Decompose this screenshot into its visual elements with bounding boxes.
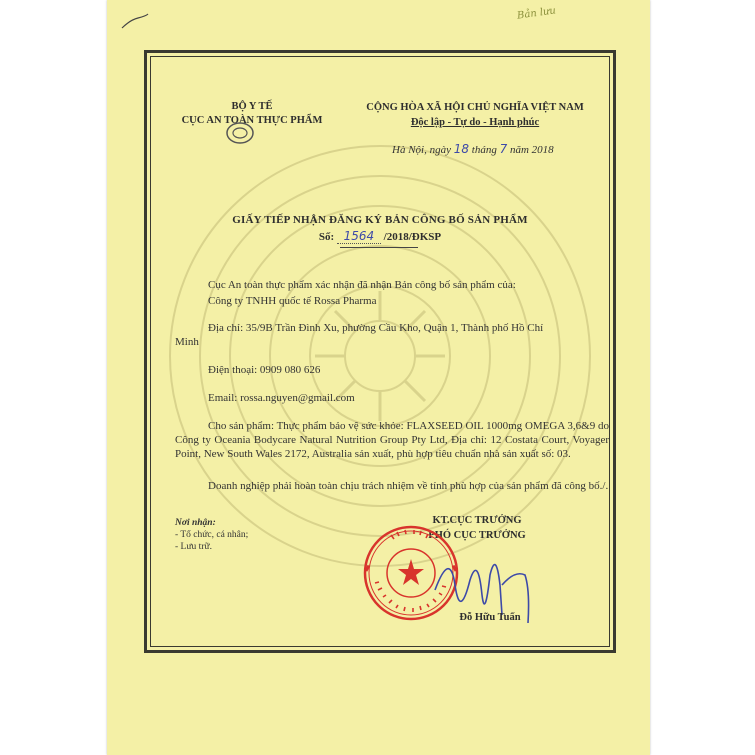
signatory-line2: PHÓ CỤC TRƯỞNG: [428, 530, 526, 541]
recipient-item: - Lưu trữ.: [175, 542, 212, 552]
national-motto: Độc lập - Tự do - Hạnh phúc: [410, 117, 540, 128]
recipients-label: Nơi nhận:: [175, 518, 216, 528]
handwritten-note: Bản lưu: [516, 5, 557, 22]
date-year: năm 2018: [509, 144, 554, 156]
intro-text: Cục An toàn thực phẩm xác nhận đã nhận Bản công bố sản phẩm của:: [208, 279, 516, 291]
issue-date: [392, 142, 612, 156]
number-label: Số:: [318, 231, 335, 243]
document-title: GIẤY TIẾP NHẬN ĐĂNG KÝ BẢN CÔNG BỐ SẢN PHẨM: [232, 214, 528, 226]
agency-name: CỤC AN TOÀN THỰC PHẨM: [181, 115, 323, 126]
responsibility-statement: [175, 479, 609, 493]
number-handwritten: 1564: [337, 229, 381, 244]
agency-parent: BỘ Y TẾ: [231, 101, 273, 112]
company-name: Công ty TNHH quốc tế Rossa Pharma: [208, 295, 377, 307]
number-underline: [340, 247, 418, 248]
company-phone: Điện thoại: 0909 080 626: [208, 364, 321, 376]
national-header: [350, 100, 600, 130]
product-text: Cho sản phẩm: Thực phẩm bảo vệ sức khỏe: FLAXSEED OIL 1000mg OMEGA 3,6&9 do Công ty Oceania Bodycare Natural Nutrition Group Pty Ltd, Địa chỉ: 12 Costata Court, Voyager Point, New South Wales 2172, Australia sản xuất, phù hợp tiêu chuẩn nhà sản xuất số: 03.: [175, 420, 609, 460]
number-suffix: /2018/ĐKSP: [383, 231, 442, 243]
signatory-name: Đỗ Hữu Tuấn: [459, 612, 521, 623]
address-line2: Minh: [175, 336, 199, 348]
date-month: 7: [499, 142, 508, 156]
product-description: [175, 419, 609, 461]
company-address: [175, 321, 609, 349]
recipients-block: [175, 517, 315, 553]
date-day: 18: [453, 142, 470, 156]
responsibility-text: Doanh nghiệp phải hoàn toàn chịu trách nhiệm về tính phù hợp của sản phẩm đã công bố./.: [208, 480, 609, 492]
pen-mark: [120, 12, 150, 32]
signatory-line1: KT.CỤC TRƯỞNG: [432, 515, 522, 526]
agency-logo-icon: [225, 120, 255, 146]
company-email: Email: rossa.nguyen@gmail.com: [208, 392, 355, 404]
document-number: [150, 229, 610, 244]
recipient-item: - Tổ chức, cá nhân;: [175, 530, 249, 540]
republic-name: CỘNG HÒA XÃ HỘI CHỦ NGHĨA VIỆT NAM: [366, 102, 584, 113]
address-line1: Địa chỉ: 35/9B Trần Đình Xu, phường Cầu Kho, Quận 1, Thành phố Hồ Chí: [208, 322, 544, 334]
date-month-label: tháng: [471, 144, 497, 156]
date-prefix: Hà Nội, ngày: [392, 144, 451, 156]
